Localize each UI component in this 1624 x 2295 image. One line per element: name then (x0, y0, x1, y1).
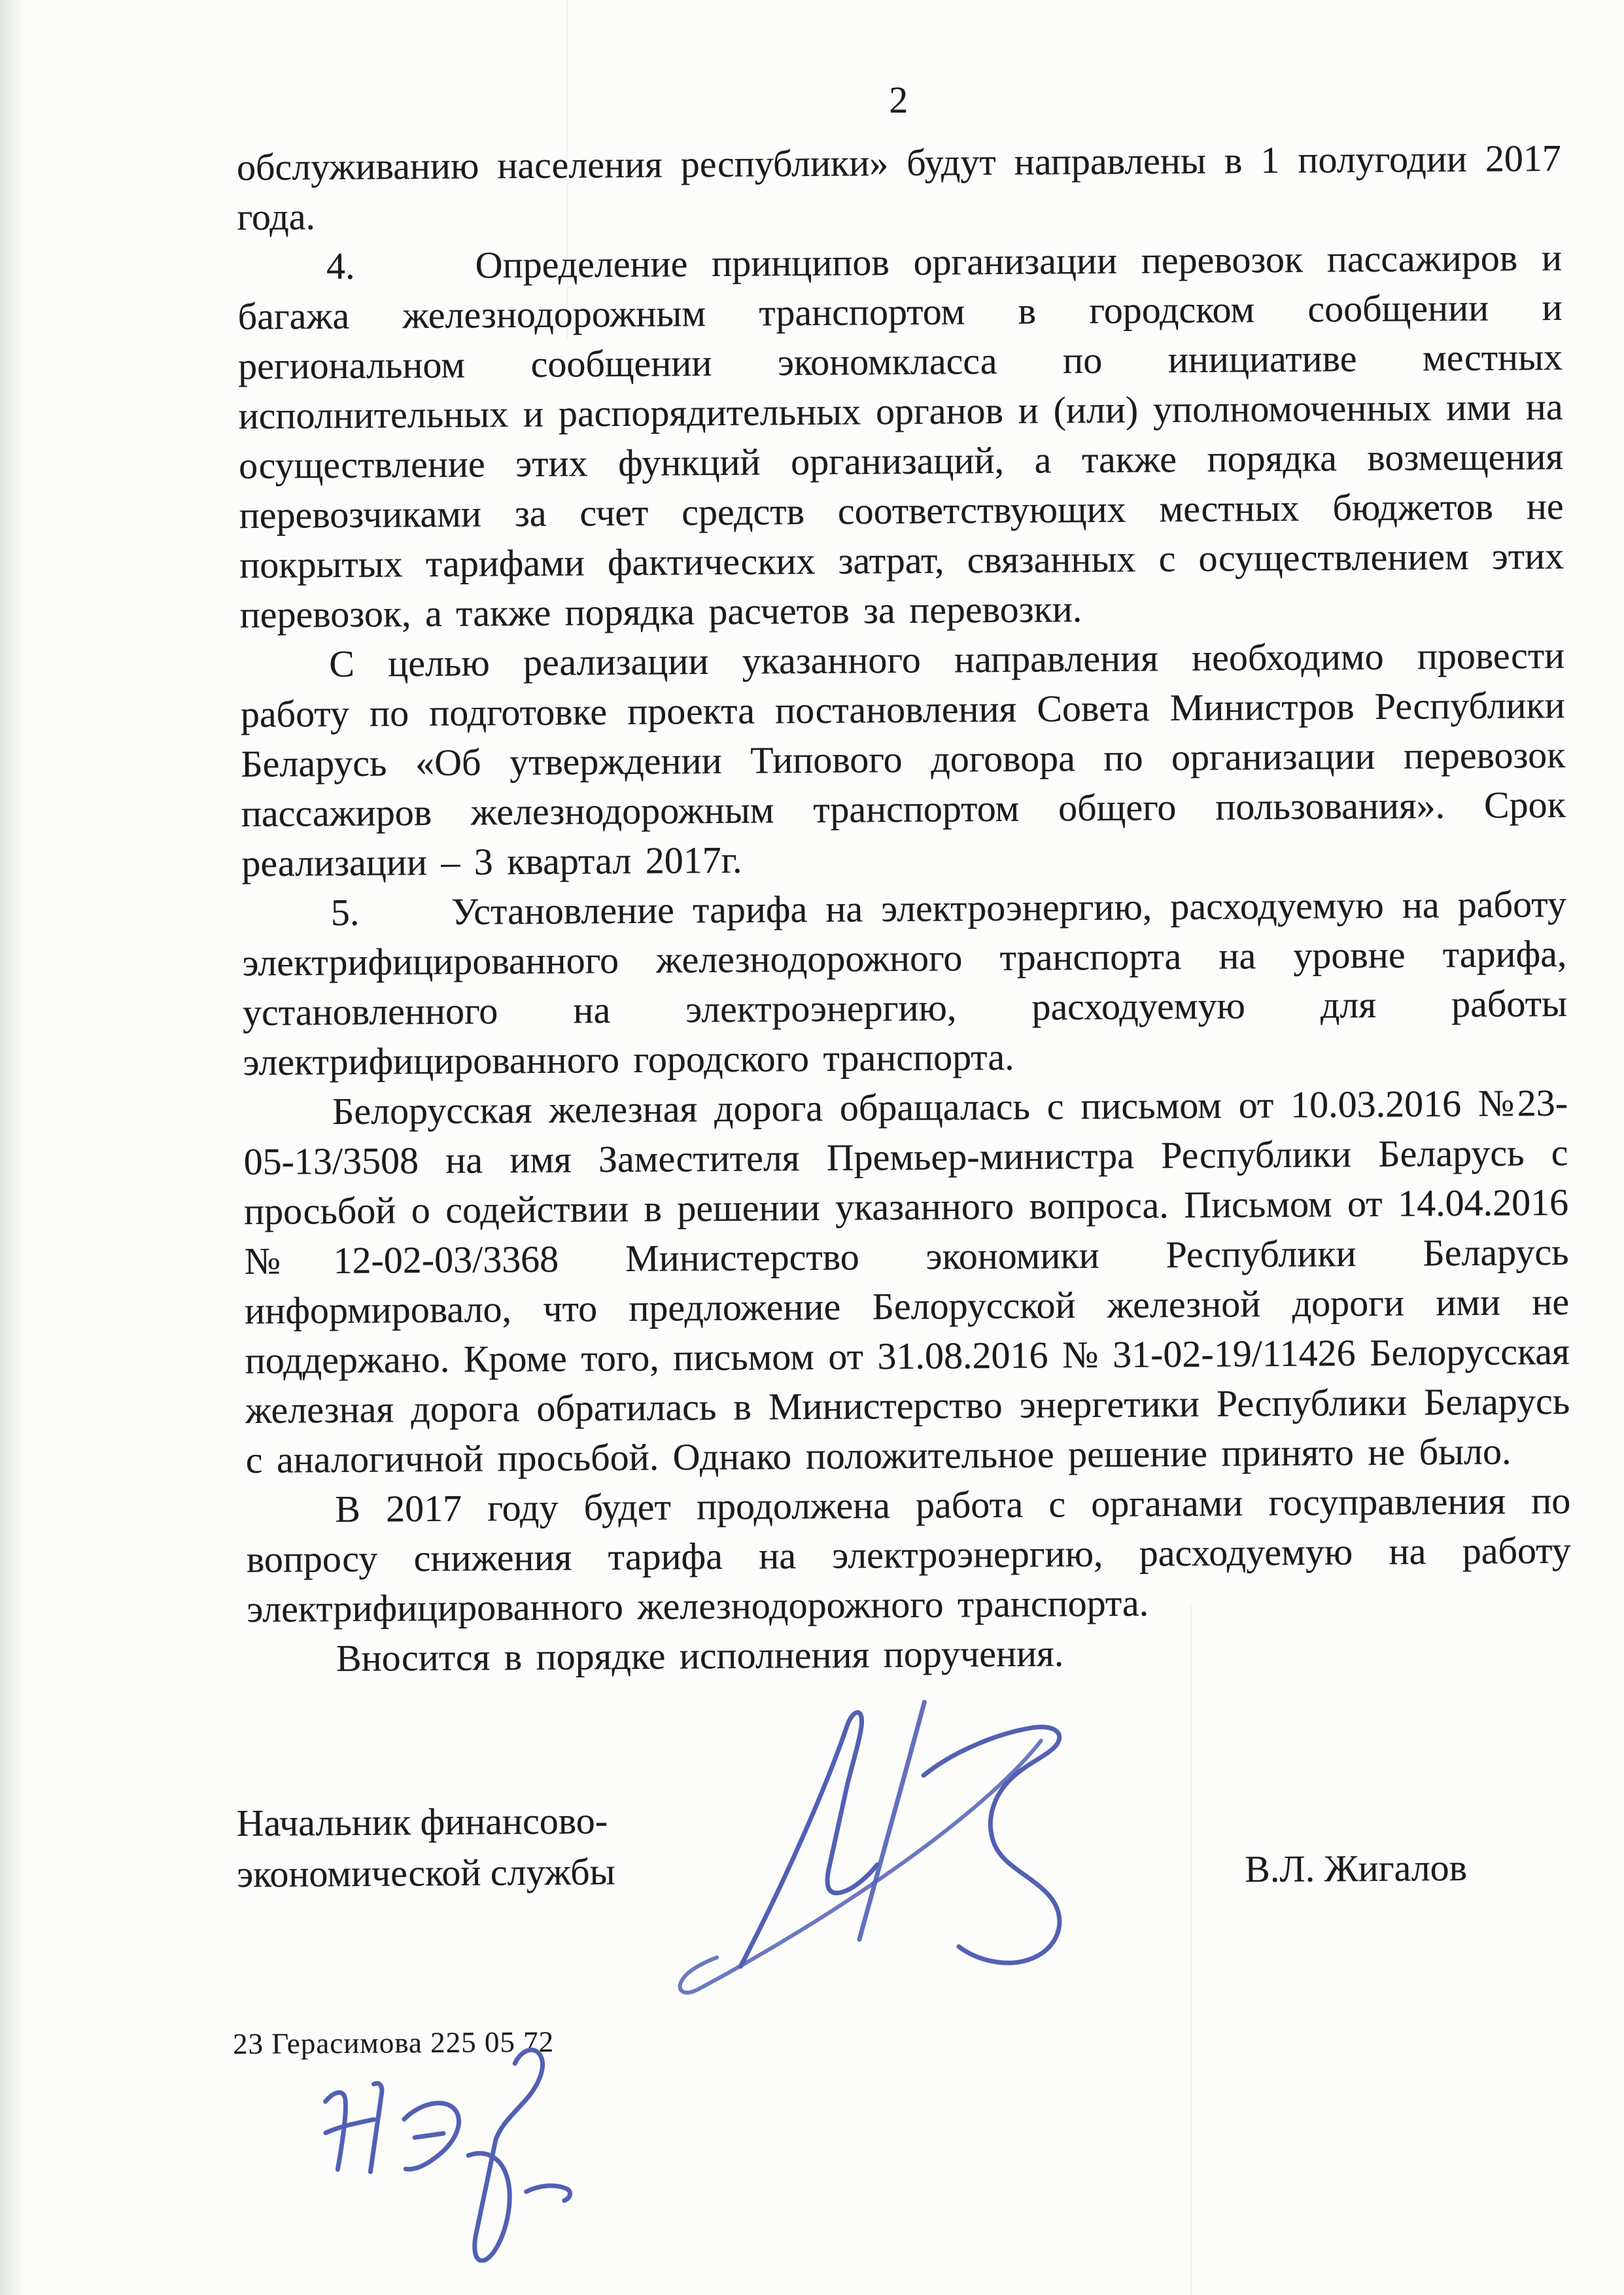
paragraph: Вносится в порядке исполнения поручения. (336, 1632, 1064, 1680)
signer-position-line1: Начальник финансово- (236, 1799, 608, 1845)
handwritten-initials-mark (305, 2040, 581, 2264)
document-body (237, 133, 1572, 1684)
signer-position-line2: экономической службы (236, 1850, 615, 1896)
paragraph: С целью реализации указанного направления необходимо провести работу по подготовке проекта постановления Совета Министров Республики Беларусь «Об утверждении Типового договора по организации перевозок пассажиров железнодорожным транспортом общего пользования». Срок реализации – 3 квартал 2017г. (240, 633, 1566, 885)
paragraph-item-5: 5. Установление тарифа на электроэнергию, расходуемую на работу электрифицированного железнодорожного транспорта на уровне тарифа, установленного на электроэнергию, расходуемую для работы электрифицированного городского транспорта. (242, 882, 1568, 1084)
paragraph: В 2017 году будет продолжена работа с органами госуправления по вопросу снижения тарифа на электроэнергию, расходуемую на работу электрифицированного железнодорожного транспорта. (246, 1479, 1572, 1631)
paragraph: обслуживанию населения республики» будут направлены в 1 полугодии 2017 года. (236, 136, 1562, 239)
page-number: 2 (889, 78, 908, 122)
signer-name: В.Л. Жигалов (1244, 1846, 1468, 1891)
paragraph-item-4: 4. Определение принципов организации перевозок пассажиров и багажа железнодорожным транспортом в городском сообщении и региональном сообщении экономкласса по инициативе местных исполнительных и распорядительных органов и (или) уполномоченных ими на осуществление этих функций организаций, а также порядка возмещения перевозчиками за счет средств соответствующих местных бюджетов не покрытых тарифами фактических затрат, связанных с осуществлением этих перевозок, а также порядка расчетов за перевозки. (237, 236, 1564, 637)
executor-note: 23 Герасимова 225 05 72 (232, 2025, 555, 2061)
handwritten-signature (617, 1689, 1181, 2020)
paragraph: Белорусская железная дорога обращалась с письмом от 10.03.2016 №23-05-13/3508 на имя Заместителя Премьер-министра Республики Беларусь с просьбой о содействии в решении указанного вопроса. Письмом от 14.04.2016 №12-02-03/3368 Министерство экономики Республики Беларусь информировало, что предложение Белорусской железной дороги ими не поддержано. Кроме того, письмом от 31.08.2016 № 31-02-19/11426 Белорусская железная дорога обратилась в Министерство энергетики Республики Беларусь с аналогичной просьбой. Однако положительное решение принято не было. (243, 1081, 1570, 1482)
signer-position (236, 1795, 615, 1900)
